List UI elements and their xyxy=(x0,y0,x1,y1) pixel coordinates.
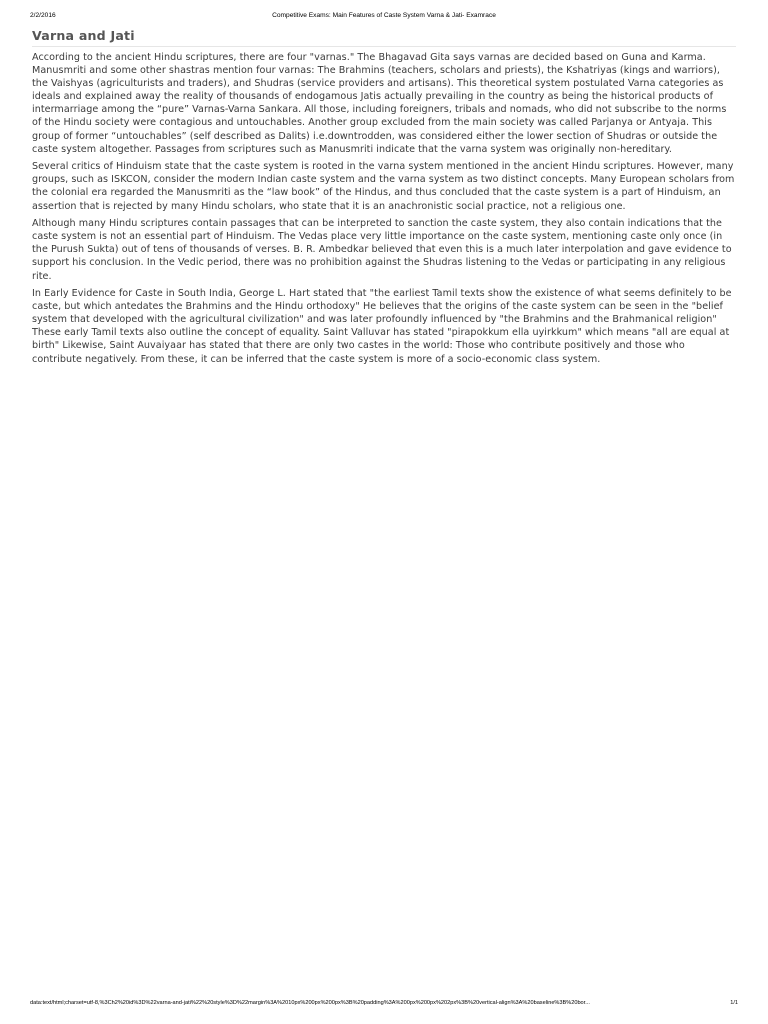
print-page-title: Competitive Exams: Main Features of Caste System Varna & Jati- Examrace xyxy=(272,12,496,19)
print-footer xyxy=(30,1000,738,1010)
paragraph-tamil-evidence: In Early Evidence for Caste in South India, George L. Hart stated that "the earliest Tamil texts show the existence of what seems definitely to be caste, but which antedates the Brahmins and the Hindu orthodoxy" He believes that the origins of the caste system can be seen in the "belief system that developed with the agricultural civilization" and was later profoundly influenced by "the Brahmins and the Brahmanical religion" These early Tamil texts also outline the concept of equality. Saint Valluvar has stated "pirapokkum ella uyirkkum" which means "all are equal at birth" Likewise, Saint Auvaiyaar has stated that there are only two castes in the world: Those who contribute positively and those who contribute negatively. From these, it can be inferred that the caste system is more of a socio-economic class system. xyxy=(32,288,732,365)
section-heading: Varna and Jati xyxy=(32,28,736,47)
page-number: 1/1 xyxy=(730,1000,738,1006)
paragraph-critics: Several critics of Hinduism state that the caste system is rooted in the varna system mentioned in the ancient Hindu scriptures. However, many groups, such as ISKCON, consider the modern Indian caste system and the varna system as two distinct concepts. Many European scholars from the colonial era regarded the Manusmriti as the “law book” of the Hindus, and thus concluded that the caste system is a part of Hinduism, an assertion that is rejected by many Hindu scholars, who state that it is an anachronistic social practice, not a religious one. xyxy=(32,161,735,212)
print-date: 2/2/2016 xyxy=(30,12,56,19)
print-url: data:text/html;charset=utf-8,%3Ch2%20id%3D%22varna-and-jati%22%20style%3D%22margin%3A%2010px%200px%200px%3B%20padding%3A%200px%200px%202px%3B%20vertical-align%3A%20baseline%3B%20bor... xyxy=(30,1000,590,1006)
article-content xyxy=(32,28,736,370)
paragraph-varnas: According to the ancient Hindu scriptures, there are four "varnas." The Bhagavad Gita says varnas are decided based on Guna and Karma. Manusmriti and some other shastras mention four varnas: The Brahmins (teachers, scholars and priests), the Kshatriyas (kings and warriors), the Vaishyas (agriculturists and traders), and Shudras (service providers and artisans). This theoretical system postulated Varna categories as ideals and explained away the reality of thousands of endogamous Jatis actually prevailing in the country as being the historical products of intermarriage among the “pure” Varnas-Varna Sankara. All those, including foreigners, tribals and nomads, who did not subscribe to the norms of the Hindu society were contagious and untouchables. Another group excluded from the main society was called Parjanya or Antyaja. This group of former “untouchables” (self described as Dalits) i.e.downtrodden, was considered either the lower section of Shudras or outside the caste system altogether. Passages from scriptures such as Manusmriti indicate that the varna system was originally non-hereditary. xyxy=(32,52,727,155)
print-header xyxy=(30,12,738,22)
paragraph-scriptures: Although many Hindu scriptures contain passages that can be interpreted to sanction the caste system, they also contain indications that the caste system is not an essential part of Hinduism. The Vedas place very little importance on the caste system, mentioning caste only once (in the Purush Sukta) out of tens of thousands of verses. B. R. Ambedkar believed that even this is a much later interpolation and gave evidence to support his conclusion. In the Vedic period, there was no prohibition against the Shudras listening to the Vedas or participating in any religious rite. xyxy=(32,218,732,282)
